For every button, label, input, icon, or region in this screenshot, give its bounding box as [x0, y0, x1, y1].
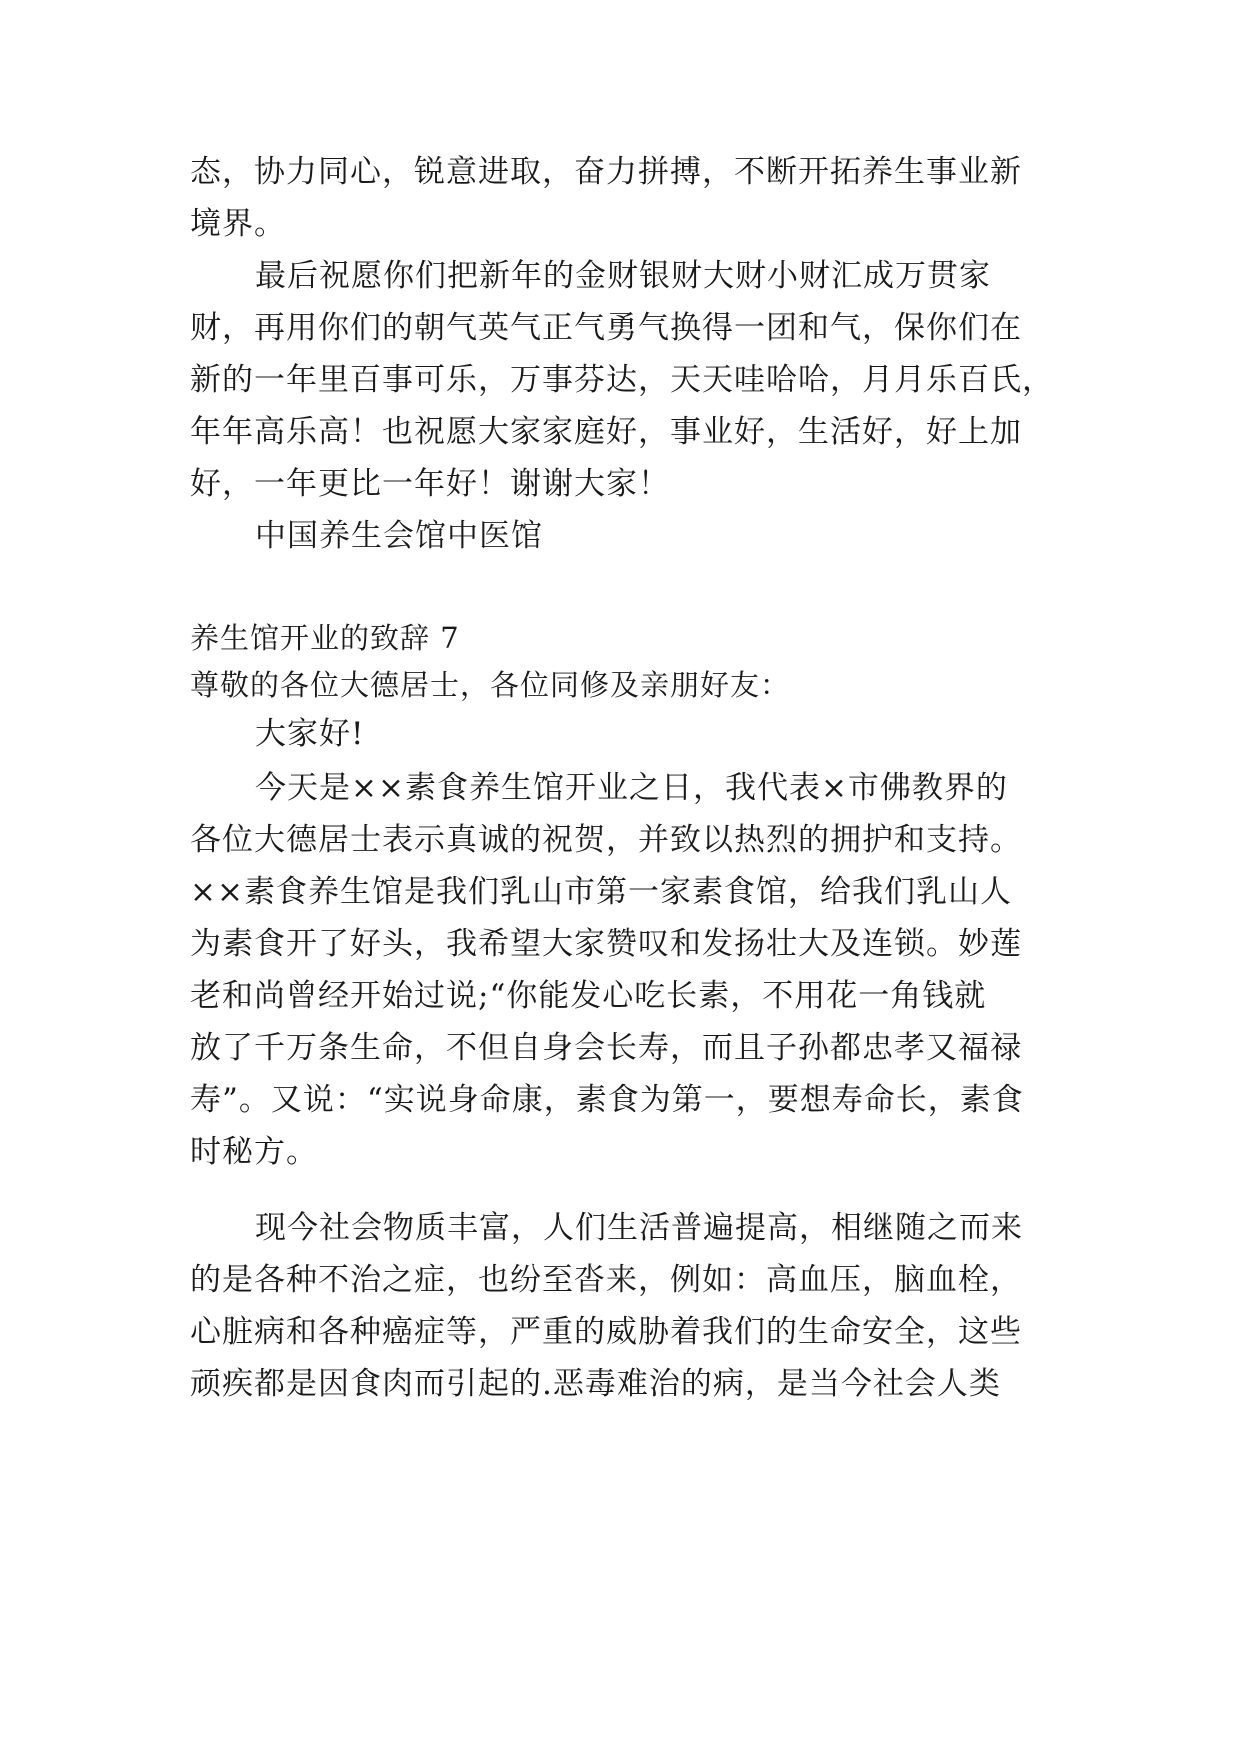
- paragraph-line: 时秘方。: [190, 1134, 318, 1170]
- paragraph-line: 好，一年更比一年好！谢谢大家！: [190, 466, 670, 502]
- greeting: 大家好!: [255, 716, 365, 752]
- paragraph-line: ××素食养生馆是我们乳山市第一家素食馆，给我们乳山人: [190, 874, 1012, 910]
- paragraph-line: 为素食开了好头，我希望大家赞叹和发扬壮大及连锁。妙莲: [190, 926, 1022, 962]
- paragraph-line: 现今社会物质丰富，人们生活普遍提高，相继随之而来: [255, 1210, 1023, 1246]
- paragraph-line: 最后祝愿你们把新年的金财银财大财小财汇成万贯家: [255, 258, 991, 294]
- salutation: 尊敬的各位大德居士，各位同修及亲朋好友：: [190, 668, 791, 702]
- paragraph-line: 老和尚曾经开始过说;“你能发心吃长素，不用花一角钱就: [190, 978, 987, 1014]
- paragraph-line: 今天是××素食养生馆开业之日，我代表×市佛教界的: [255, 770, 1008, 806]
- paragraph-line: 放了千万条生命，不但自身会长寿，而且子孙都忠孝又福禄: [190, 1030, 1022, 1066]
- paragraph-line: 寿”。又说：“实说身命康，素食为第一，要想寿命长，素食: [190, 1082, 1024, 1118]
- paragraph-line: 财，再用你们的朝气英气正气勇气换得一团和气，保你们在: [190, 310, 1022, 346]
- paragraph-line: 态，协力同心，锐意进取，奋力拼搏，不断开拓养生事业新: [190, 154, 1022, 190]
- paragraph-line: 各位大德居士表示真诚的祝贺，并致以热烈的拥护和支持。: [190, 822, 1022, 858]
- paragraph-line: 境界。: [190, 206, 286, 242]
- section-title: 养生馆开业的致辞 7: [190, 621, 460, 655]
- paragraph-line: 顽疾都是因食肉而引起的.恶毒难治的病，是当今社会人类: [190, 1366, 1001, 1402]
- paragraph-line: 心脏病和各种癌症等，严重的威胁着我们的生命安全，这些: [190, 1314, 1022, 1350]
- paragraph-line: 新的一年里百事可乐，万事芬达，天天哇哈哈，月月乐百氏，: [190, 362, 1054, 398]
- signature-line: 中国养生会馆中医馆: [255, 518, 543, 554]
- paragraph-line: 年年高乐高！也祝愿大家家庭好，事业好，生活好，好上加: [190, 414, 1022, 450]
- paragraph-line: 的是各种不治之症，也纷至沓来，例如：高血压，脑血栓，: [190, 1262, 1022, 1298]
